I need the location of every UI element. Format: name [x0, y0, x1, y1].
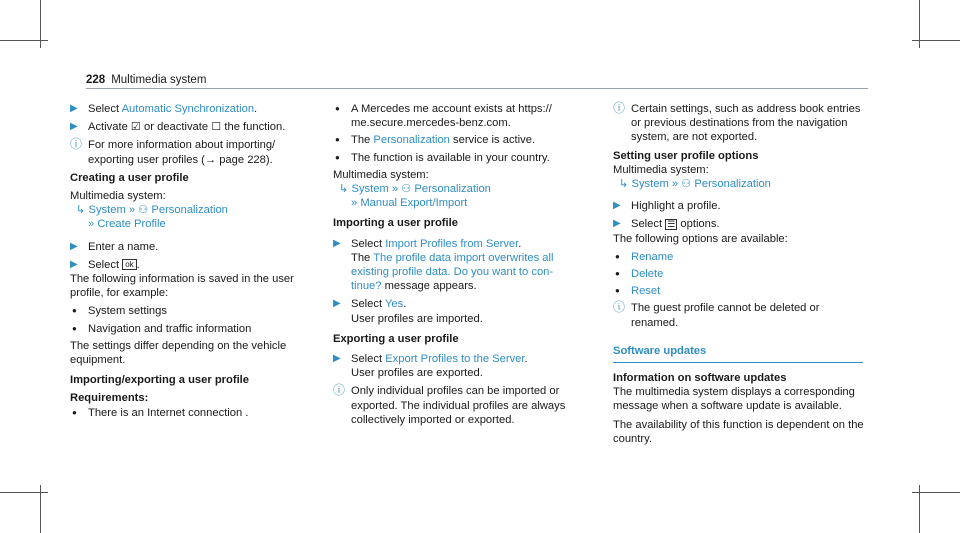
checkbox-checked-icon: ☑ — [130, 121, 141, 134]
link-import-profiles[interactable]: Import Profiles from Server — [385, 237, 519, 250]
crop-mark — [0, 492, 48, 493]
page-title: Multimedia system — [111, 74, 207, 86]
checkbox-empty-icon: ☐ — [211, 121, 222, 134]
bullet-icon: ● — [72, 323, 77, 333]
step: ▶ Select Import Profiles from Server. The The profile data import overwrites all existing profile data. Do you want to con- tinue? message appears. — [333, 237, 554, 293]
step: ▶ Select Yes. User profiles are imported. — [333, 298, 483, 325]
link-yes[interactable]: Yes — [385, 298, 404, 311]
path-system[interactable]: System — [631, 178, 669, 191]
step-arrow-icon: ▶ — [70, 258, 78, 270]
step-arrow-icon: ▶ — [333, 298, 341, 310]
path-create-profile[interactable]: Create Profile — [97, 218, 166, 231]
step: ▶ Select Export Profiles to the Server. User profiles are exported. — [333, 353, 528, 380]
path-arrow-icon: ↳ — [619, 178, 632, 191]
header-rule — [86, 88, 868, 89]
option-item — [613, 284, 868, 298]
column-2 — [333, 102, 583, 431]
page-number: 228 — [86, 74, 106, 86]
import-warning-message: The profile data import overwrites all existing profile data. Do you want to con- tinue? — [351, 251, 554, 293]
path-personalization[interactable]: Personalization — [694, 178, 771, 191]
heading-requirements: Requirements: — [70, 392, 149, 405]
path-next-icon: » — [351, 197, 361, 210]
step: ▶ Select ok . — [70, 258, 140, 271]
heading-info-software-updates: Information on software updates — [613, 372, 787, 385]
note: ⓘ The guest profile cannot be deleted or renamed. — [613, 300, 820, 329]
path-system[interactable]: System — [351, 183, 389, 196]
crop-mark — [912, 40, 960, 41]
bullet-icon: ● — [335, 104, 340, 113]
path-next-icon: » — [128, 204, 136, 217]
bullet: ● A Mercedes me account exists at https:// me.secure.mercedes-benz.com. — [335, 103, 552, 130]
column-3 — [613, 102, 868, 450]
multimedia-label: Multimedia system: — [333, 168, 429, 181]
bullet-icon: ● — [615, 269, 620, 279]
page-header — [86, 73, 206, 87]
crop-mark — [912, 492, 960, 493]
heading-importing: Importing a user profile — [333, 217, 458, 230]
option-reset[interactable]: Reset — [631, 285, 661, 298]
path-next-icon: » — [391, 183, 399, 196]
step: ▶ Highlight a profile. — [613, 200, 721, 213]
crop-mark — [0, 40, 48, 41]
heading-profile-options: Setting user profile options — [613, 149, 759, 162]
bullet-icon: ● — [72, 407, 77, 417]
menu-path-2 — [333, 196, 583, 210]
body-text: The following options are available: — [613, 232, 788, 245]
ok-icon: ok — [122, 259, 136, 270]
column-1 — [70, 102, 310, 423]
option-item — [613, 250, 868, 264]
bullet: ● Navigation and traffic information — [72, 322, 252, 335]
menu-path — [613, 177, 868, 191]
step: ▶ Select ☰ options. — [613, 218, 720, 231]
path-arrow-icon: ↳ — [339, 183, 352, 196]
note: ⓘ Certain settings, such as address book entries or previous destinations from the navigation system, are not exported. — [613, 101, 861, 144]
step-arrow-icon: ▶ — [613, 200, 621, 212]
body-text: The availability of this function is dependent on the country. — [613, 418, 864, 445]
link-automatic-synchronization[interactable]: Automatic Synchronization — [121, 103, 255, 115]
multimedia-label: Multimedia system: — [70, 190, 166, 203]
multimedia-label: Multimedia system: — [613, 163, 709, 176]
bullet: ● There is an Internet connection . — [72, 406, 249, 419]
body-text: The multimedia system displays a corresponding message when a software update is available. — [613, 386, 855, 413]
personalization-label: Personalization — [373, 134, 450, 147]
menu-path — [70, 203, 310, 217]
body-text: The settings differ depending on the vehicle equipment. — [70, 339, 287, 367]
path-personalization[interactable]: Personalization — [414, 183, 491, 196]
options-menu-icon: ☰ — [667, 219, 676, 230]
menu-path-2 — [70, 217, 310, 231]
heading-creating-profile: Creating a user profile — [70, 171, 189, 184]
option-rename[interactable]: Rename — [631, 250, 674, 263]
step-arrow-icon: ▶ — [70, 103, 78, 114]
step: ▶ Select Automatic Synchronization. — [70, 103, 258, 115]
option-delete[interactable]: Delete — [631, 268, 664, 281]
bullet-icon: ● — [335, 152, 340, 162]
body-text: The following information is saved in the user profile, for example: — [70, 273, 294, 300]
step: ▶ Enter a name. — [70, 240, 159, 253]
bullet: ● The Personalization service is active. — [335, 134, 536, 147]
personalization-icon: ⚇ — [401, 183, 412, 196]
info-icon: ⓘ — [613, 101, 626, 115]
heading-import-export: Importing/exporting a user profile — [70, 374, 250, 387]
step: ▶ Activate ☑ or deactivate ☐ the function. — [70, 121, 286, 134]
bullet-icon: ● — [615, 251, 620, 261]
option-item — [613, 267, 868, 281]
info-icon: ⓘ — [613, 300, 626, 315]
menu-path — [333, 182, 583, 196]
path-next-icon: » — [88, 218, 98, 231]
step-arrow-icon: ▶ — [333, 237, 341, 249]
path-arrow-icon: ↳ — [76, 204, 89, 217]
path-next-icon: » — [671, 178, 679, 191]
note: ⓘ Only individual profiles can be imported or exported. The individual profiles are always collectively imported or exported. — [333, 383, 566, 426]
personalization-icon: ⚇ — [138, 204, 149, 217]
heading-exporting: Exporting a user profile — [333, 332, 459, 345]
personalization-icon: ⚇ — [681, 178, 692, 191]
path-manual-export-import[interactable]: Manual Export/Import — [360, 197, 468, 210]
step-arrow-icon: ▶ — [70, 121, 78, 133]
bullet: ● System settings — [72, 305, 167, 318]
section-heading-software-updates: Software updates — [613, 344, 863, 363]
path-system[interactable]: System — [88, 204, 126, 217]
info-icon: ⓘ — [70, 137, 83, 152]
link-export-profiles[interactable]: Export Profiles to the Server — [385, 353, 525, 366]
info-icon: ⓘ — [333, 383, 346, 398]
path-personalization[interactable]: Personalization — [151, 204, 228, 217]
step-arrow-icon: ▶ — [613, 218, 621, 230]
bullet-icon: ● — [335, 135, 340, 145]
step-arrow-icon: ▶ — [333, 353, 341, 365]
step-arrow-icon: ▶ — [70, 240, 78, 252]
note: ⓘ For more information about importing/ exporting user profiles (→ page 228). — [70, 137, 276, 166]
bullet-icon: ● — [615, 286, 620, 296]
bullet: ● The function is available in your country. — [335, 151, 550, 164]
bullet-icon: ● — [72, 306, 77, 316]
